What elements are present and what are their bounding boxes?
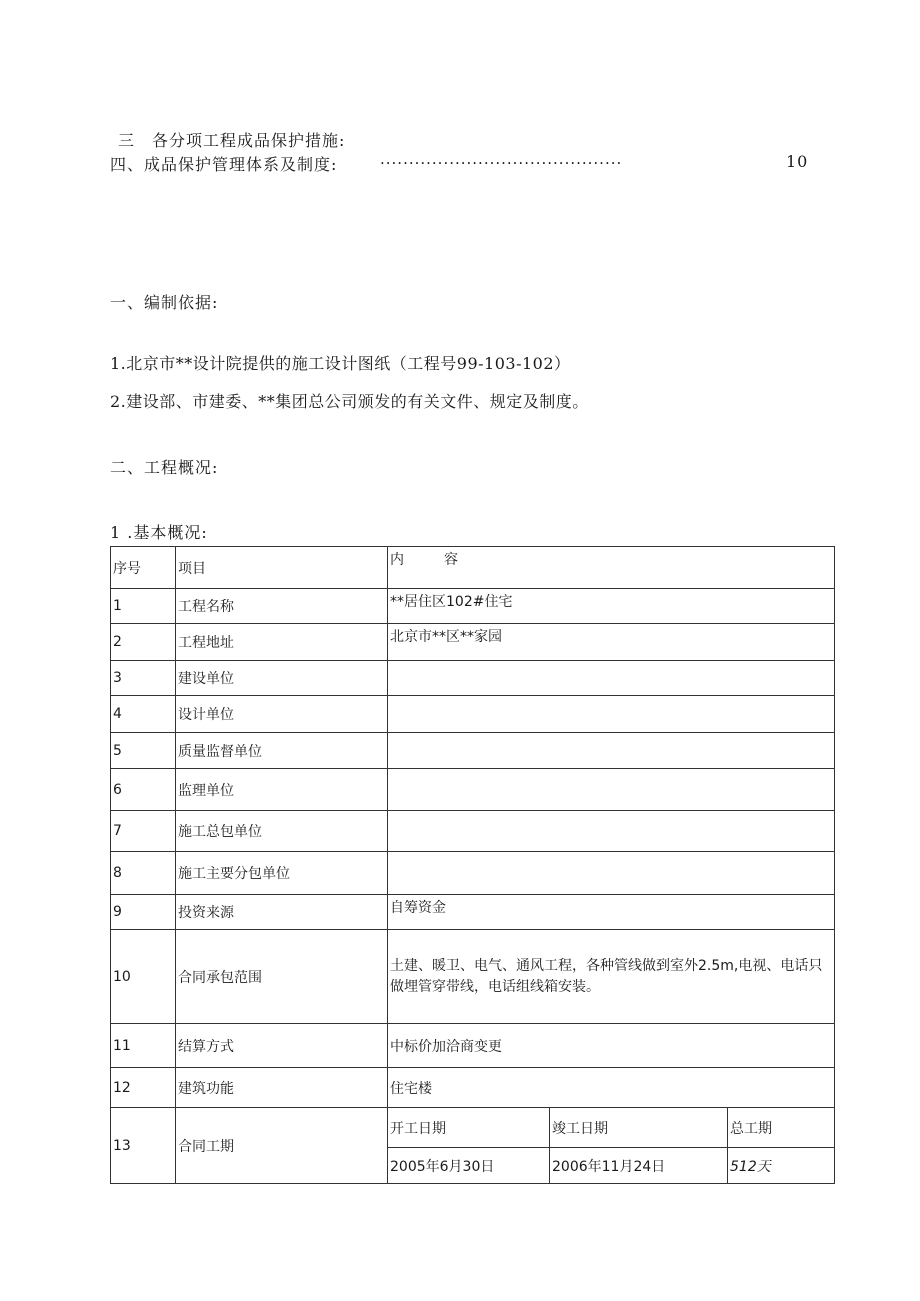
table-row <box>111 1108 835 1148</box>
toc-item-4-page: 10 <box>786 152 809 171</box>
row-no: 3 <box>111 661 176 696</box>
row-no: 2 <box>111 624 176 661</box>
table-row <box>111 852 835 895</box>
table-row <box>111 930 835 1024</box>
row-item: 建设单位 <box>176 661 388 696</box>
row-item: 监理单位 <box>176 769 388 811</box>
row-no: 10 <box>111 930 176 1024</box>
row-no: 6 <box>111 769 176 811</box>
row-content <box>388 733 835 769</box>
table-row <box>111 811 835 852</box>
row-no: 11 <box>111 1024 176 1068</box>
header-content <box>388 547 835 589</box>
section-1-title: 一、编制依据: <box>110 293 219 312</box>
row-item: 合同工期 <box>176 1108 388 1184</box>
row-no: 8 <box>111 852 176 895</box>
header-no: 序号 <box>111 547 176 589</box>
row-content <box>388 811 835 852</box>
table-row <box>111 895 835 930</box>
start-date-value: 2005年6月30日 <box>388 1148 550 1184</box>
table-row <box>111 661 835 696</box>
row-no: 4 <box>111 696 176 733</box>
row-item: 工程名称 <box>176 589 388 624</box>
table-row <box>111 733 835 769</box>
row-item: 设计单位 <box>176 696 388 733</box>
row-item: 质量监督单位 <box>176 733 388 769</box>
row-no: 9 <box>111 895 176 930</box>
section-2-subtitle: 1 .基本概况: <box>110 523 208 542</box>
start-date-label: 开工日期 <box>388 1108 550 1148</box>
row-item: 施工主要分包单位 <box>176 852 388 895</box>
row-item: 建筑功能 <box>176 1068 388 1108</box>
table-row <box>111 1024 835 1068</box>
toc-item-4-dots: .......................................... <box>380 150 623 168</box>
section-1-item-1: 1.北京市**设计院提供的施工设计图纸（工程号99-103-102） <box>110 354 571 373</box>
table-row <box>111 589 835 624</box>
row-no: 13 <box>111 1108 176 1184</box>
table-row <box>111 624 835 661</box>
basic-info-table <box>110 546 835 1184</box>
row-content: **居住区102#住宅 <box>388 589 835 624</box>
row-item: 施工总包单位 <box>176 811 388 852</box>
table-row <box>111 696 835 733</box>
end-date-label: 竣工日期 <box>550 1108 728 1148</box>
row-content <box>388 696 835 733</box>
row-content: 中标价加洽商变更 <box>388 1024 835 1068</box>
table-row <box>111 769 835 811</box>
row-item: 投资来源 <box>176 895 388 930</box>
end-date-value: 2006年11月24日 <box>550 1148 728 1184</box>
row-content: 住宅楼 <box>388 1068 835 1108</box>
row-item: 工程地址 <box>176 624 388 661</box>
row-content <box>388 661 835 696</box>
total-period-value: 512天 <box>728 1148 835 1184</box>
row-item: 结算方式 <box>176 1024 388 1068</box>
total-period-label: 总工期 <box>728 1108 835 1148</box>
section-2-title: 二、工程概况: <box>110 458 219 477</box>
header-content-b: 容 <box>444 552 458 568</box>
row-no: 1 <box>111 589 176 624</box>
header-content-a: 内 <box>390 552 404 568</box>
row-item: 合同承包范围 <box>176 930 388 1024</box>
row-content: 北京市**区**家园 <box>388 624 835 661</box>
row-no: 7 <box>111 811 176 852</box>
row-content <box>388 769 835 811</box>
row-no: 12 <box>111 1068 176 1108</box>
table-row <box>111 1068 835 1108</box>
table-header-row <box>111 547 835 589</box>
row-content: 土建、暖卫、电气、通风工程，各种管线做到室外2.5m,电视、电话只做埋管穿带线，电话组线箱安装。 <box>388 930 835 1024</box>
row-no: 5 <box>111 733 176 769</box>
row-content: 自筹资金 <box>388 895 835 930</box>
row-content <box>388 852 835 895</box>
toc-item-3: 三 各分项工程成品保护措施: <box>118 131 346 150</box>
section-1-item-2: 2.建设部、市建委、**集团总公司颁发的有关文件、规定及制度。 <box>110 392 589 411</box>
toc-item-4-label: 四、成品保护管理体系及制度: <box>110 155 338 174</box>
header-item: 项目 <box>176 547 388 589</box>
